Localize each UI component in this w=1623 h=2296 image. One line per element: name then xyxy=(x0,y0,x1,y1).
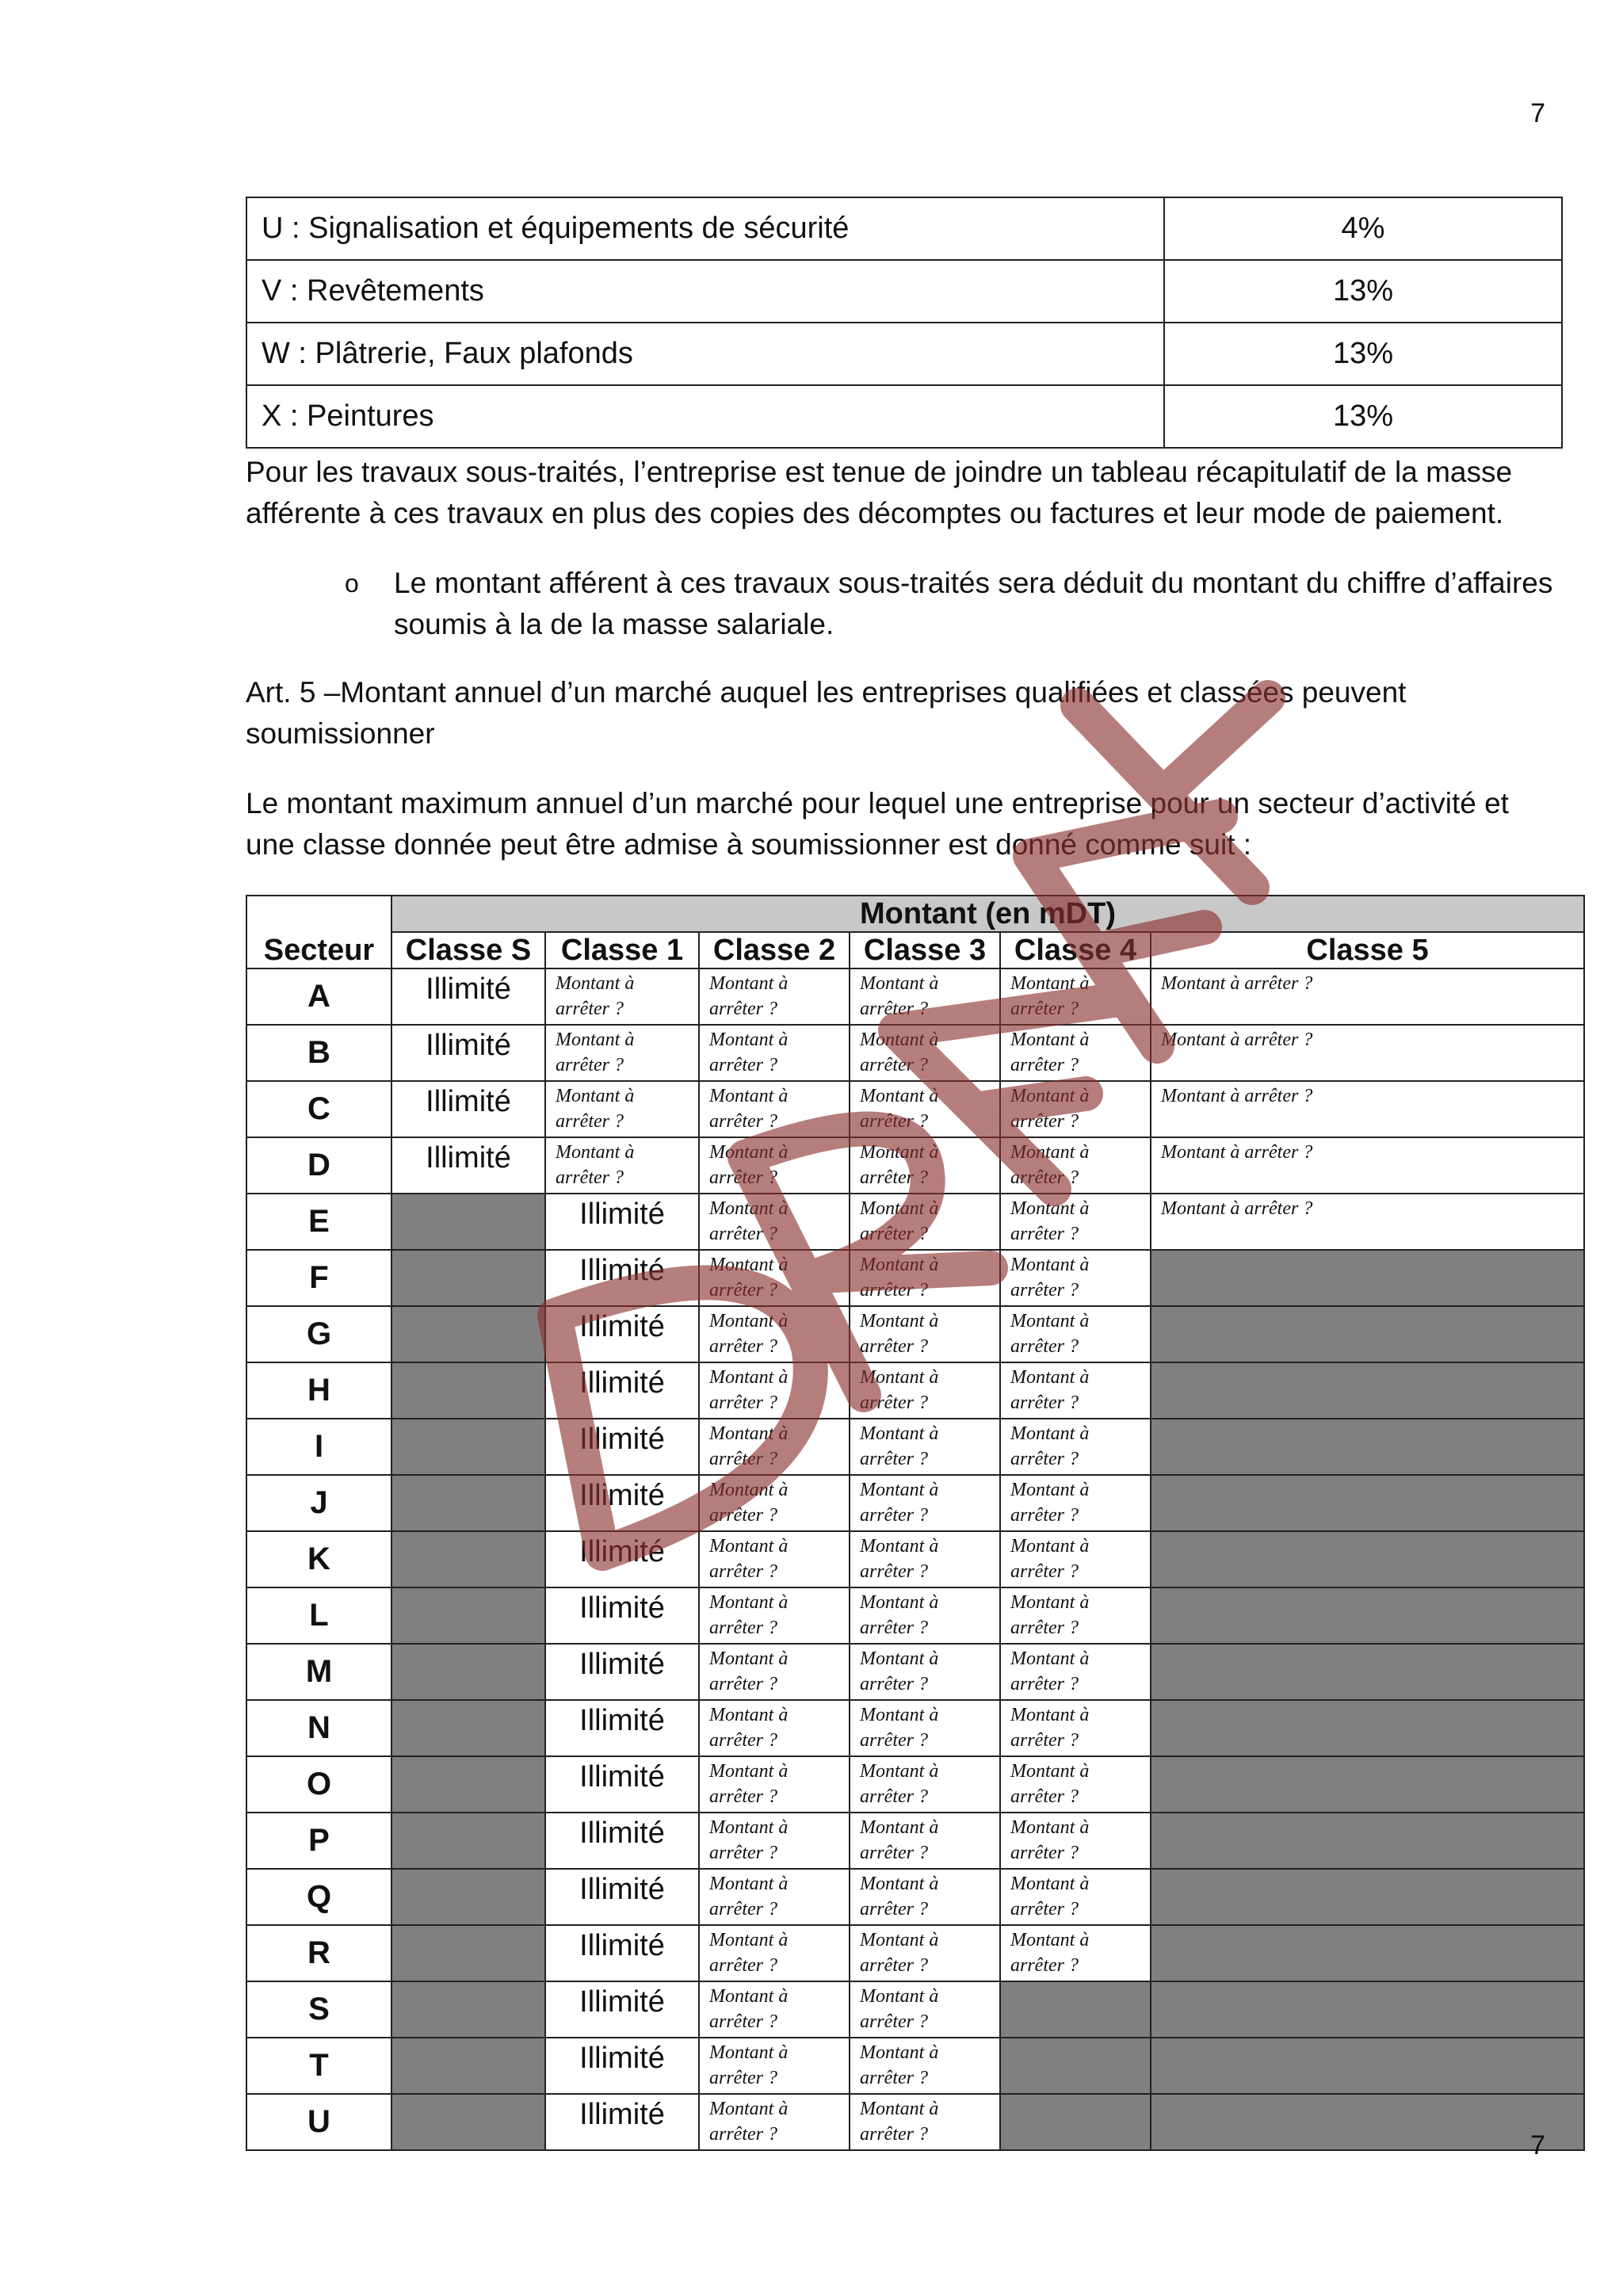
amount-placeholder-cell: Montant à arrêter ? xyxy=(545,1081,699,1137)
sector-label: T xyxy=(246,2038,391,2094)
amount-placeholder-cell: Montant à arrêter ? xyxy=(850,1081,1000,1137)
illimite-cell: Illimité xyxy=(391,1025,545,1081)
trade-label: V : Revêtements xyxy=(246,260,1164,323)
amount-placeholder-cell: Montant à arrêter ? xyxy=(699,1194,850,1250)
trade-row xyxy=(246,260,1562,323)
amount-placeholder-cell: Montant à arrêter ? xyxy=(850,1981,1000,2038)
table-row xyxy=(246,1644,1584,1700)
table-row xyxy=(246,1925,1584,1981)
illimite-cell: Illimité xyxy=(391,1081,545,1137)
amount-placeholder-cell: Montant à arrêter ? xyxy=(545,1137,699,1194)
sector-label: P xyxy=(246,1813,391,1869)
amount-placeholder-cell: Montant à arrêter ? xyxy=(699,2038,850,2094)
class-header: Classe S xyxy=(391,932,545,968)
sector-label: G xyxy=(246,1306,391,1362)
sector-label: K xyxy=(246,1531,391,1587)
not-applicable-cell xyxy=(1000,1981,1151,2038)
amount-placeholder-cell: Montant à arrêter ? xyxy=(850,1362,1000,1419)
trade-percentage: 13% xyxy=(1164,323,1562,385)
sector-label: H xyxy=(246,1362,391,1419)
trade-row xyxy=(246,385,1562,448)
sector-label: M xyxy=(246,1644,391,1700)
illimite-cell: Illimité xyxy=(545,1644,699,1700)
trade-row xyxy=(246,197,1562,260)
sector-label: E xyxy=(246,1194,391,1250)
table-row xyxy=(246,968,1584,1025)
table-row xyxy=(246,1137,1584,1194)
trade-row xyxy=(246,323,1562,385)
not-applicable-cell xyxy=(1151,1250,1584,1306)
subcontract-paragraph: Pour les travaux sous-traités, l’entreprise est tenue de joindre un tableau récapitulatif de la masse afférente à ces travaux en plus des copies des décomptes ou factures et leur mode de paiement. xyxy=(246,456,1513,529)
amount-placeholder-cell: Montant à arrêter ? xyxy=(1000,1587,1151,1644)
not-applicable-cell xyxy=(1151,1419,1584,1475)
not-applicable-cell xyxy=(391,1587,545,1644)
amount-placeholder-cell: Montant à arrêter ? xyxy=(699,968,850,1025)
not-applicable-cell xyxy=(1151,1813,1584,1869)
table-row xyxy=(246,1981,1584,2038)
amount-placeholder-cell: Montant à arrêter ? xyxy=(1000,1250,1151,1306)
amount-placeholder-cell: Montant à arrêter ? xyxy=(699,1081,850,1137)
not-applicable-cell xyxy=(1151,1644,1584,1700)
amount-placeholder-cell: Montant à arrêter ? xyxy=(699,1475,850,1531)
illimite-cell: Illimité xyxy=(545,1531,699,1587)
amount-placeholder-cell: Montant à arrêter ? xyxy=(850,1925,1000,1981)
amount-placeholder-cell: Montant à arrêter ? xyxy=(1000,1137,1151,1194)
not-applicable-cell xyxy=(1151,1925,1584,1981)
illimite-cell: Illimité xyxy=(545,1925,699,1981)
table-row xyxy=(246,1250,1584,1306)
sector-label: A xyxy=(246,968,391,1025)
table-row xyxy=(246,1025,1584,1081)
trade-percentage: 4% xyxy=(1164,197,1562,260)
trade-percentage-table xyxy=(246,197,1563,449)
amount-placeholder-cell: Montant à arrêter ? xyxy=(699,1813,850,1869)
not-applicable-cell xyxy=(391,1756,545,1813)
amount-placeholder-cell: Montant à arrêter ? xyxy=(1000,1475,1151,1531)
sector-label: N xyxy=(246,1700,391,1756)
amount-placeholder-cell: Montant à arrêter ? xyxy=(699,1981,850,2038)
amount-placeholder-cell: Montant à arrêter ? xyxy=(1000,1813,1151,1869)
illimite-cell: Illimité xyxy=(545,1869,699,1925)
sector-label: S xyxy=(246,1981,391,2038)
table-row xyxy=(246,1306,1584,1362)
sector-label: C xyxy=(246,1081,391,1137)
montant-table xyxy=(246,895,1585,2151)
amount-placeholder-cell: Montant à arrêter ? xyxy=(699,1306,850,1362)
amount-placeholder-cell: Montant à arrêter ? xyxy=(699,1362,850,1419)
not-applicable-cell xyxy=(391,1813,545,1869)
amount-placeholder-cell: Montant à arrêter ? xyxy=(850,1194,1000,1250)
amount-placeholder-cell: Montant à arrêter ? xyxy=(699,1925,850,1981)
illimite-cell: Illimité xyxy=(545,1419,699,1475)
trade-label: W : Plâtrerie, Faux plafonds xyxy=(246,323,1164,385)
amount-placeholder-cell: Montant à arrêter ? xyxy=(699,2094,850,2150)
not-applicable-cell xyxy=(391,1419,545,1475)
trade-percentage: 13% xyxy=(1164,385,1562,448)
illimite-cell: Illimité xyxy=(545,1194,699,1250)
amount-placeholder-cell: Montant à arrêter ? xyxy=(1000,1869,1151,1925)
amount-placeholder-cell: Montant à arrêter ? xyxy=(1000,1025,1151,1081)
table-row xyxy=(246,1362,1584,1419)
not-applicable-cell xyxy=(391,1925,545,1981)
illimite-cell: Illimité xyxy=(545,2094,699,2150)
amount-placeholder-cell: Montant à arrêter ? xyxy=(1000,1306,1151,1362)
amount-placeholder-cell: Montant à arrêter ? xyxy=(850,1700,1000,1756)
table-row xyxy=(246,1813,1584,1869)
illimite-cell: Illimité xyxy=(545,1587,699,1644)
illimite-cell: Illimité xyxy=(545,1475,699,1531)
not-applicable-cell xyxy=(1151,2038,1584,2094)
table-row xyxy=(246,2094,1584,2150)
amount-placeholder-cell: Montant à arrêter ? xyxy=(1000,968,1151,1025)
not-applicable-cell xyxy=(391,1194,545,1250)
class-header: Classe 1 xyxy=(545,932,699,968)
amount-placeholder-cell: Montant à arrêter ? xyxy=(545,1025,699,1081)
amount-placeholder-cell: Montant à arrêter ? xyxy=(1000,1081,1151,1137)
not-applicable-cell xyxy=(391,1250,545,1306)
not-applicable-cell xyxy=(1151,1475,1584,1531)
illimite-cell: Illimité xyxy=(545,1813,699,1869)
amount-placeholder-cell: Montant à arrêter ? xyxy=(850,1813,1000,1869)
amount-placeholder-cell: Montant à arrêter ? xyxy=(699,1419,850,1475)
article-title: Art. 5 –Montant annuel d’un marché auquel les entreprises qualifiées et classées peuvent soumissionner xyxy=(246,676,1407,750)
sector-label: I xyxy=(246,1419,391,1475)
not-applicable-cell xyxy=(1151,1869,1584,1925)
table-row xyxy=(246,1531,1584,1587)
amount-placeholder-cell: Montant à arrêter ? xyxy=(1151,1137,1584,1194)
amount-placeholder-cell: Montant à arrêter ? xyxy=(1000,1644,1151,1700)
sector-label: B xyxy=(246,1025,391,1081)
not-applicable-cell xyxy=(1000,2094,1151,2150)
not-applicable-cell xyxy=(1151,1362,1584,1419)
amount-placeholder-cell: Montant à arrêter ? xyxy=(1000,1194,1151,1250)
not-applicable-cell xyxy=(1151,1306,1584,1362)
table-row xyxy=(246,1081,1584,1137)
sector-label: F xyxy=(246,1250,391,1306)
page-number-bottom: 7 xyxy=(1530,2130,1545,2160)
not-applicable-cell xyxy=(391,1306,545,1362)
secteur-header: Secteur xyxy=(246,896,391,968)
bullet-marker: o xyxy=(345,569,359,598)
not-applicable-cell xyxy=(1151,1531,1584,1587)
not-applicable-cell xyxy=(391,1362,545,1419)
illimite-cell: Illimité xyxy=(545,1981,699,2038)
amount-placeholder-cell: Montant à arrêter ? xyxy=(699,1250,850,1306)
amount-placeholder-cell: Montant à arrêter ? xyxy=(699,1137,850,1194)
bullet-text: Le montant afférent à ces travaux sous-traités sera déduit du montant du chiffre d’affaires soumis à la de la masse salariale. xyxy=(394,567,1553,640)
amount-placeholder-cell: Montant à arrêter ? xyxy=(1000,1362,1151,1419)
amount-placeholder-cell: Montant à arrêter ? xyxy=(850,2094,1000,2150)
sector-label: Q xyxy=(246,1869,391,1925)
amount-placeholder-cell: Montant à arrêter ? xyxy=(850,1644,1000,1700)
table-row xyxy=(246,1194,1584,1250)
class-header: Classe 5 xyxy=(1151,932,1584,968)
amount-placeholder-cell: Montant à arrêter ? xyxy=(699,1700,850,1756)
amount-placeholder-cell: Montant à arrêter ? xyxy=(1151,968,1584,1025)
table-row xyxy=(246,1419,1584,1475)
amount-placeholder-cell: Montant à arrêter ? xyxy=(699,1587,850,1644)
amount-placeholder-cell: Montant à arrêter ? xyxy=(1000,1531,1151,1587)
illimite-cell: Illimité xyxy=(545,1700,699,1756)
amount-placeholder-cell: Montant à arrêter ? xyxy=(850,1869,1000,1925)
amount-placeholder-cell: Montant à arrêter ? xyxy=(1000,1419,1151,1475)
sector-label: U xyxy=(246,2094,391,2150)
amount-placeholder-cell: Montant à arrêter ? xyxy=(699,1531,850,1587)
table-row xyxy=(246,1475,1584,1531)
amount-placeholder-cell: Montant à arrêter ? xyxy=(850,1137,1000,1194)
not-applicable-cell xyxy=(391,1700,545,1756)
illimite-cell: Illimité xyxy=(545,1250,699,1306)
table-row xyxy=(246,1587,1584,1644)
class-header: Classe 2 xyxy=(699,932,850,968)
not-applicable-cell xyxy=(1000,2038,1151,2094)
amount-placeholder-cell: Montant à arrêter ? xyxy=(850,1419,1000,1475)
not-applicable-cell xyxy=(391,1531,545,1587)
montant-header: Montant (en mDT) xyxy=(391,896,1584,932)
class-header: Classe 3 xyxy=(850,932,1000,968)
illimite-cell: Illimité xyxy=(545,2038,699,2094)
illimite-cell: Illimité xyxy=(391,968,545,1025)
trade-label: X : Peintures xyxy=(246,385,1164,448)
illimite-cell: Illimité xyxy=(545,1362,699,1419)
amount-placeholder-cell: Montant à arrêter ? xyxy=(699,1869,850,1925)
bullet-item xyxy=(345,563,1581,645)
amount-placeholder-cell: Montant à arrêter ? xyxy=(850,2038,1000,2094)
amount-placeholder-cell: Montant à arrêter ? xyxy=(850,968,1000,1025)
sector-label: R xyxy=(246,1925,391,1981)
amount-placeholder-cell: Montant à arrêter ? xyxy=(699,1644,850,1700)
amount-placeholder-cell: Montant à arrêter ? xyxy=(850,1531,1000,1587)
amount-placeholder-cell: Montant à arrêter ? xyxy=(1151,1081,1584,1137)
not-applicable-cell xyxy=(1151,2094,1584,2150)
table-row xyxy=(246,1869,1584,1925)
trade-percentage: 13% xyxy=(1164,260,1562,323)
not-applicable-cell xyxy=(391,1475,545,1531)
not-applicable-cell xyxy=(1151,1587,1584,1644)
amount-placeholder-cell: Montant à arrêter ? xyxy=(1000,1756,1151,1813)
amount-placeholder-cell: Montant à arrêter ? xyxy=(1000,1925,1151,1981)
class-header: Classe 4 xyxy=(1000,932,1151,968)
amount-placeholder-cell: Montant à arrêter ? xyxy=(850,1587,1000,1644)
amount-placeholder-cell: Montant à arrêter ? xyxy=(1151,1025,1584,1081)
not-applicable-cell xyxy=(1151,1700,1584,1756)
illimite-cell: Illimité xyxy=(545,1306,699,1362)
amount-placeholder-cell: Montant à arrêter ? xyxy=(850,1306,1000,1362)
amount-placeholder-cell: Montant à arrêter ? xyxy=(850,1025,1000,1081)
trade-label: U : Signalisation et équipements de sécurité xyxy=(246,197,1164,260)
not-applicable-cell xyxy=(1151,1981,1584,2038)
table-row xyxy=(246,1700,1584,1756)
not-applicable-cell xyxy=(391,1869,545,1925)
amount-placeholder-cell: Montant à arrêter ? xyxy=(699,1756,850,1813)
amount-placeholder-cell: Montant à arrêter ? xyxy=(850,1475,1000,1531)
not-applicable-cell xyxy=(391,1981,545,2038)
sector-label: D xyxy=(246,1137,391,1194)
amount-placeholder-cell: Montant à arrêter ? xyxy=(545,968,699,1025)
amount-placeholder-cell: Montant à arrêter ? xyxy=(850,1250,1000,1306)
page-number-top: 7 xyxy=(1530,98,1545,128)
amount-placeholder-cell: Montant à arrêter ? xyxy=(699,1025,850,1081)
not-applicable-cell xyxy=(391,1644,545,1700)
amount-placeholder-cell: Montant à arrêter ? xyxy=(1151,1194,1584,1250)
amount-placeholder-cell: Montant à arrêter ? xyxy=(850,1756,1000,1813)
not-applicable-cell xyxy=(391,2094,545,2150)
table-row xyxy=(246,1756,1584,1813)
amount-placeholder-cell: Montant à arrêter ? xyxy=(1000,1700,1151,1756)
sector-label: L xyxy=(246,1587,391,1644)
illimite-cell: Illimité xyxy=(391,1137,545,1194)
intro-paragraph: Le montant maximum annuel d’un marché pour lequel une entreprise pour un secteur d’activité et une classe donnée peut être admise à soumissionner est donné comme suit : xyxy=(246,787,1509,861)
not-applicable-cell xyxy=(391,2038,545,2094)
sector-label: O xyxy=(246,1756,391,1813)
sector-label: J xyxy=(246,1475,391,1531)
table-row xyxy=(246,2038,1584,2094)
not-applicable-cell xyxy=(1151,1756,1584,1813)
illimite-cell: Illimité xyxy=(545,1756,699,1813)
